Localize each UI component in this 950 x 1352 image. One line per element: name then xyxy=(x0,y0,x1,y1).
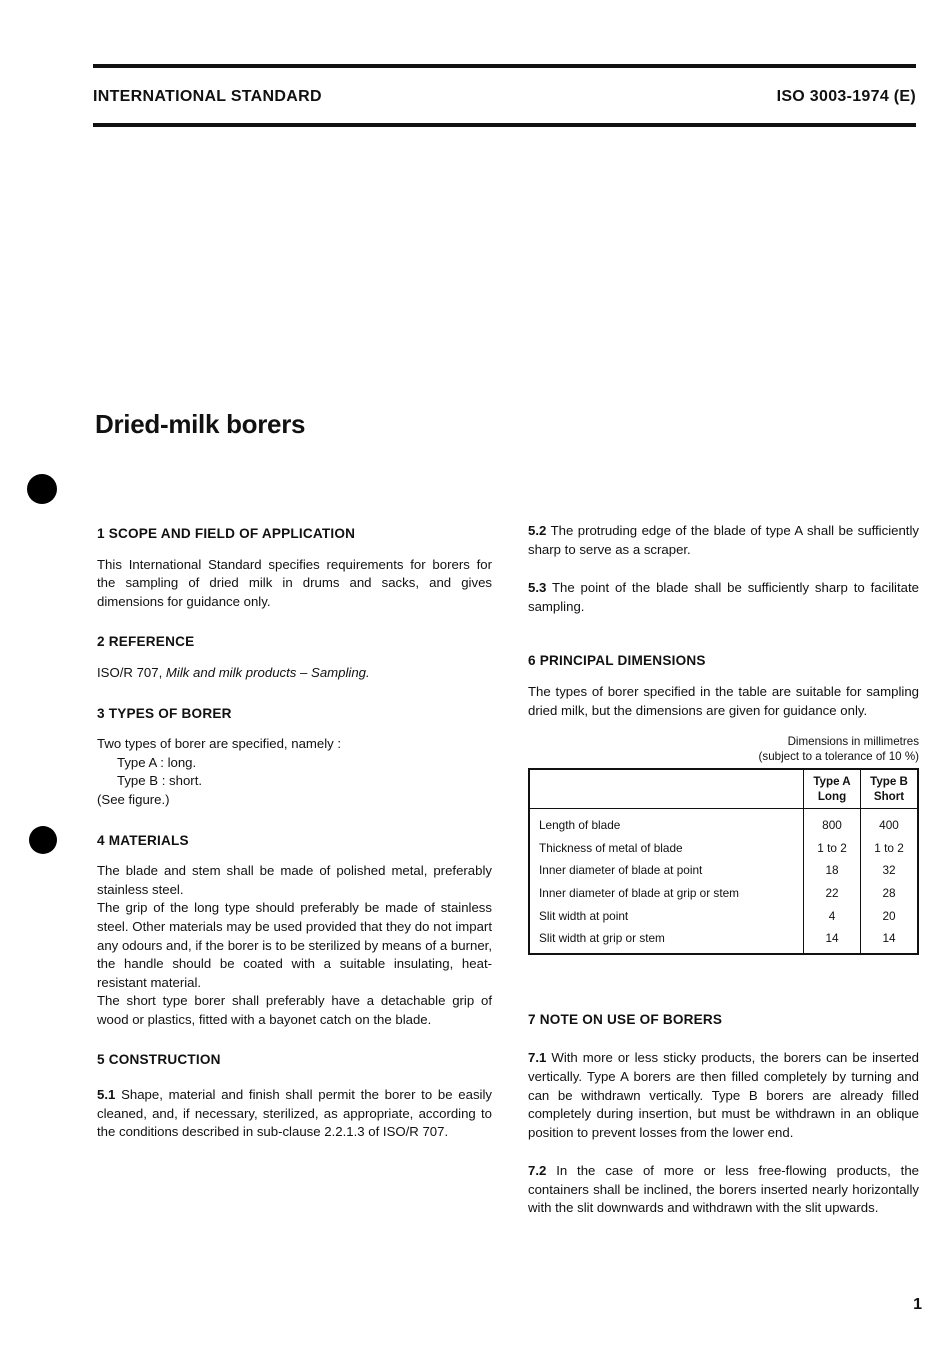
paragraph: Two types of borer are specified, namely : xyxy=(97,736,342,752)
type-a-value: 4 xyxy=(804,905,861,928)
right-column xyxy=(528,522,919,1218)
paragraph: The blade and stem shall be made of polished metal, preferably stainless steel. xyxy=(97,863,492,897)
see-figure-note: (See figure.) xyxy=(97,791,170,807)
header-type-a: Type A xyxy=(813,775,851,789)
header-type-b: Type B xyxy=(870,775,908,789)
clause-number: 5.3 xyxy=(528,580,547,596)
type-a-value: 1 to 2 xyxy=(804,837,861,860)
row-label: Slit width at grip or stem xyxy=(539,931,665,946)
clause-number: 7.2 xyxy=(528,1163,547,1179)
clause-text: Shape, material and finish shall permit the borer to be easily cleaned, and, if necessary, sterilized, as appropriate, according to the conditions described in sub-clause 2.2.1.3 of ISO/R 707. xyxy=(97,1087,492,1140)
reference-code: ISO/R 707, xyxy=(97,664,163,680)
header-long: Long xyxy=(817,790,847,804)
section-heading: 6 PRINCIPAL DIMENSIONS xyxy=(528,653,706,669)
header-short: Short xyxy=(873,790,905,804)
type-a-value: 800 xyxy=(804,809,861,837)
page-number: 1 xyxy=(913,1296,922,1313)
section-reference xyxy=(97,633,492,682)
clause-text: The point of the blade shall be sufficiently sharp to facilitate sampling. xyxy=(528,580,919,614)
table-row xyxy=(529,809,918,837)
type-b-item: Type B : short. xyxy=(117,773,203,789)
table-row xyxy=(529,882,918,905)
clause-text: In the case of more or less free-flowing products, the containers shall be inclined, the borers inserted nearly horizontally with the slit downwards and withdrawn with the slit upwards. xyxy=(528,1163,920,1216)
document-title: Dried-milk borers xyxy=(95,409,306,440)
clause-number: 5.1 xyxy=(97,1087,116,1103)
paragraph xyxy=(528,522,919,559)
type-b-value: 400 xyxy=(861,809,919,837)
punch-hole-top xyxy=(27,474,57,504)
table-header-type-a xyxy=(804,769,861,809)
section-heading: 5 CONSTRUCTION xyxy=(97,1052,221,1068)
table-body xyxy=(529,809,918,954)
left-column xyxy=(97,525,492,1164)
type-a-item: Type A : long. xyxy=(117,754,197,770)
type-a-value: 22 xyxy=(804,882,861,905)
section-heading: 1 SCOPE AND FIELD OF APPLICATION xyxy=(97,526,356,541)
header-standard-label: INTERNATIONAL STANDARD xyxy=(93,88,322,105)
header-bottom-rule xyxy=(93,123,916,127)
section-scope xyxy=(97,525,492,611)
table-header-row xyxy=(529,769,918,809)
section-note-on-use xyxy=(528,1011,919,1218)
paragraph xyxy=(97,1086,492,1142)
type-a-value: 14 xyxy=(804,927,861,954)
section-construction xyxy=(97,1051,492,1141)
section-heading: 3 TYPES OF BORER xyxy=(97,705,232,721)
type-b-value: 28 xyxy=(861,882,919,905)
paragraph: The grip of the long type should preferably be made of stainless steel. Other materials may be used provided that they do not impart any odours and, if the borer is to be sterilized by means of a burner, the handle should be coated with a suitable insulating, heat-resistant material. xyxy=(97,900,492,990)
type-b-value: 32 xyxy=(861,859,919,882)
type-b-value: 1 to 2 xyxy=(861,837,919,860)
row-label: Length of blade xyxy=(539,818,621,833)
section-heading: 7 NOTE ON USE OF BORERS xyxy=(528,1011,723,1027)
section-types xyxy=(97,705,492,810)
dimensions-table xyxy=(528,768,919,955)
paragraph: The short type borer shall preferably have a detachable grip of wood or plastics, fitted with a bayonet catch on the blade. xyxy=(97,993,492,1027)
type-a-value: 18 xyxy=(804,859,861,882)
reference-title: Milk and milk products – Sampling. xyxy=(165,664,370,680)
clause-text: With more or less sticky products, the borers can be inserted vertically. Type A borers are then filled completely by turning and can be withdrawn vertically. Type B borers are already filled completely during insertion, but must be withdrawn in an oblique position to prevent losses from the lower end. xyxy=(528,1050,919,1140)
section-heading: 4 MATERIALS xyxy=(97,832,189,848)
units-note-line: Dimensions in millimetres xyxy=(787,735,919,749)
table-row xyxy=(529,859,918,882)
row-label: Inner diameter of blade at point xyxy=(539,863,703,878)
table-row xyxy=(529,927,918,954)
header-standard-number: ISO 3003-1974 (E) xyxy=(776,88,916,105)
paragraph: This International Standard specifies requirements for borers for the sampling of dried milk in drums and sacks, and gives dimensions for guidance only. xyxy=(97,556,492,609)
paragraph xyxy=(97,664,492,683)
table-row xyxy=(529,837,918,860)
section-dimensions xyxy=(528,652,919,954)
paragraph xyxy=(528,1162,919,1218)
clause-text: The protruding edge of the blade of type A shall be sufficiently sharp to serve as a scraper. xyxy=(528,523,919,557)
section-materials xyxy=(97,832,492,1030)
table-header-blank xyxy=(529,769,804,809)
clause-number: 7.1 xyxy=(528,1050,547,1066)
tolerance-note-line: (subject to a tolerance of 10 %) xyxy=(758,750,919,764)
clause-number: 5.2 xyxy=(528,523,547,538)
row-label: Thickness of metal of blade xyxy=(539,840,683,855)
row-label: Slit width at point xyxy=(539,908,629,923)
units-note xyxy=(528,734,919,764)
type-b-value: 14 xyxy=(861,927,919,954)
paragraph: The types of borer specified in the table are suitable for sampling dried milk, but the dimensions are given for guidance only. xyxy=(528,683,919,718)
type-b-value: 20 xyxy=(861,905,919,928)
header-top-rule xyxy=(93,64,916,68)
row-label: Inner diameter of blade at grip or stem xyxy=(539,885,739,900)
paragraph xyxy=(528,1049,919,1142)
punch-hole-bottom xyxy=(29,826,57,854)
section-heading: 2 REFERENCE xyxy=(97,634,195,650)
paragraph xyxy=(528,579,919,616)
table-header-type-b xyxy=(861,769,919,809)
table-row xyxy=(529,905,918,928)
